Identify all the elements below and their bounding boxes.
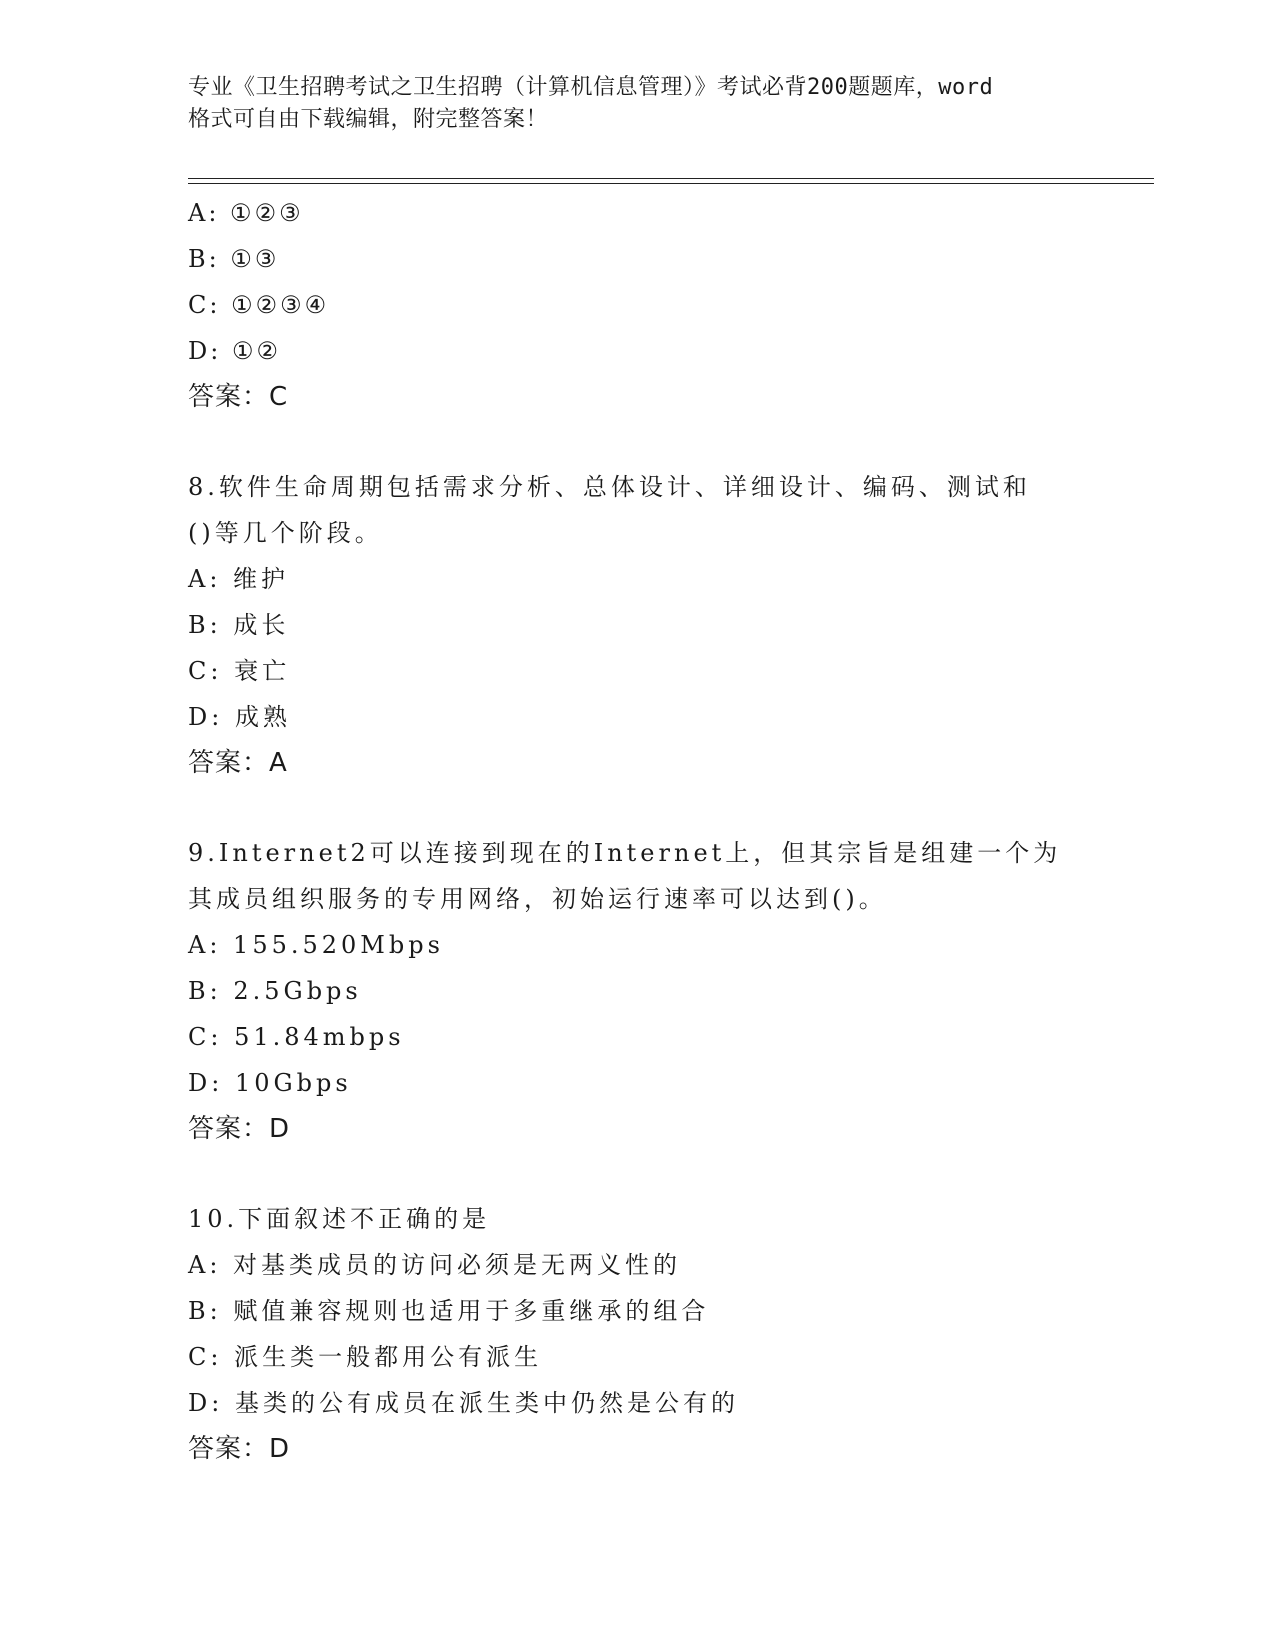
option-a: A: 对基类成员的访问必须是无两义性的 xyxy=(188,1251,682,1279)
question-7-block xyxy=(188,190,1088,420)
question-9-block xyxy=(188,830,1088,1152)
option-b: B: 2.5Gbps xyxy=(188,977,362,1005)
option-c: C: 派生类一般都用公有派生 xyxy=(188,1343,543,1371)
option-d: D: 基类的公有成员在派生类中仍然是公有的 xyxy=(188,1389,739,1417)
option-a: A: 155.520Mbps xyxy=(188,931,444,959)
option-b: B: ①③ xyxy=(188,245,280,273)
option-a: A: ①②③ xyxy=(188,199,304,227)
answer-line: 答案：D xyxy=(188,1114,291,1144)
question-10-block xyxy=(188,1196,1088,1472)
option-d: D: 10Gbps xyxy=(188,1069,352,1097)
header-divider-bottom xyxy=(188,183,1154,184)
option-b: B: 成长 xyxy=(188,611,290,639)
header-divider-top xyxy=(188,178,1154,179)
question-list xyxy=(188,190,1088,1472)
option-d: D: 成熟 xyxy=(188,703,291,731)
answer-line: 答案：D xyxy=(188,1434,291,1464)
answer-line: 答案：C xyxy=(188,382,289,412)
option-c: C: 51.84mbps xyxy=(188,1023,405,1051)
header-line-1: 专业《卫生招聘考试之卫生招聘（计算机信息管理）》考试必背200题题库，word xyxy=(188,75,994,100)
question-text: 8.软件生命周期包括需求分析、总体设计、详细设计、编码、测试和 xyxy=(188,473,1031,501)
question-8-block xyxy=(188,464,1088,786)
header-line-2: 格式可自由下载编辑，附完整答案！ xyxy=(188,107,549,132)
question-text-cont: 其成员组织服务的专用网络，初始运行速率可以达到()。 xyxy=(188,885,887,913)
document-header xyxy=(188,72,1088,136)
option-c: C: 衰亡 xyxy=(188,657,291,685)
option-a: A: 维护 xyxy=(188,565,290,593)
option-d: D: ①② xyxy=(188,337,281,365)
question-text: 9.Internet2可以连接到现在的Internet上，但其宗旨是组建一个为 xyxy=(188,839,1062,867)
option-b: B: 赋值兼容规则也适用于多重继承的组合 xyxy=(188,1297,710,1325)
question-text-cont: ()等几个阶段。 xyxy=(188,519,383,547)
question-text: 10.下面叙述不正确的是 xyxy=(188,1205,491,1233)
answer-line: 答案：A xyxy=(188,748,288,778)
option-c: C: ①②③④ xyxy=(188,291,330,319)
